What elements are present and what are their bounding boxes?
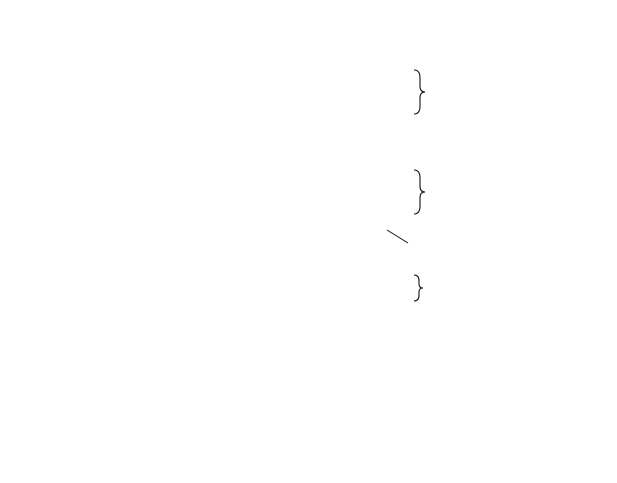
brace-vibrational (414, 170, 425, 214)
fluorescence-pointer (387, 230, 408, 243)
brace-electronic (414, 70, 425, 114)
brace-rotational (414, 275, 423, 301)
figure-caption (22, 438, 32, 456)
